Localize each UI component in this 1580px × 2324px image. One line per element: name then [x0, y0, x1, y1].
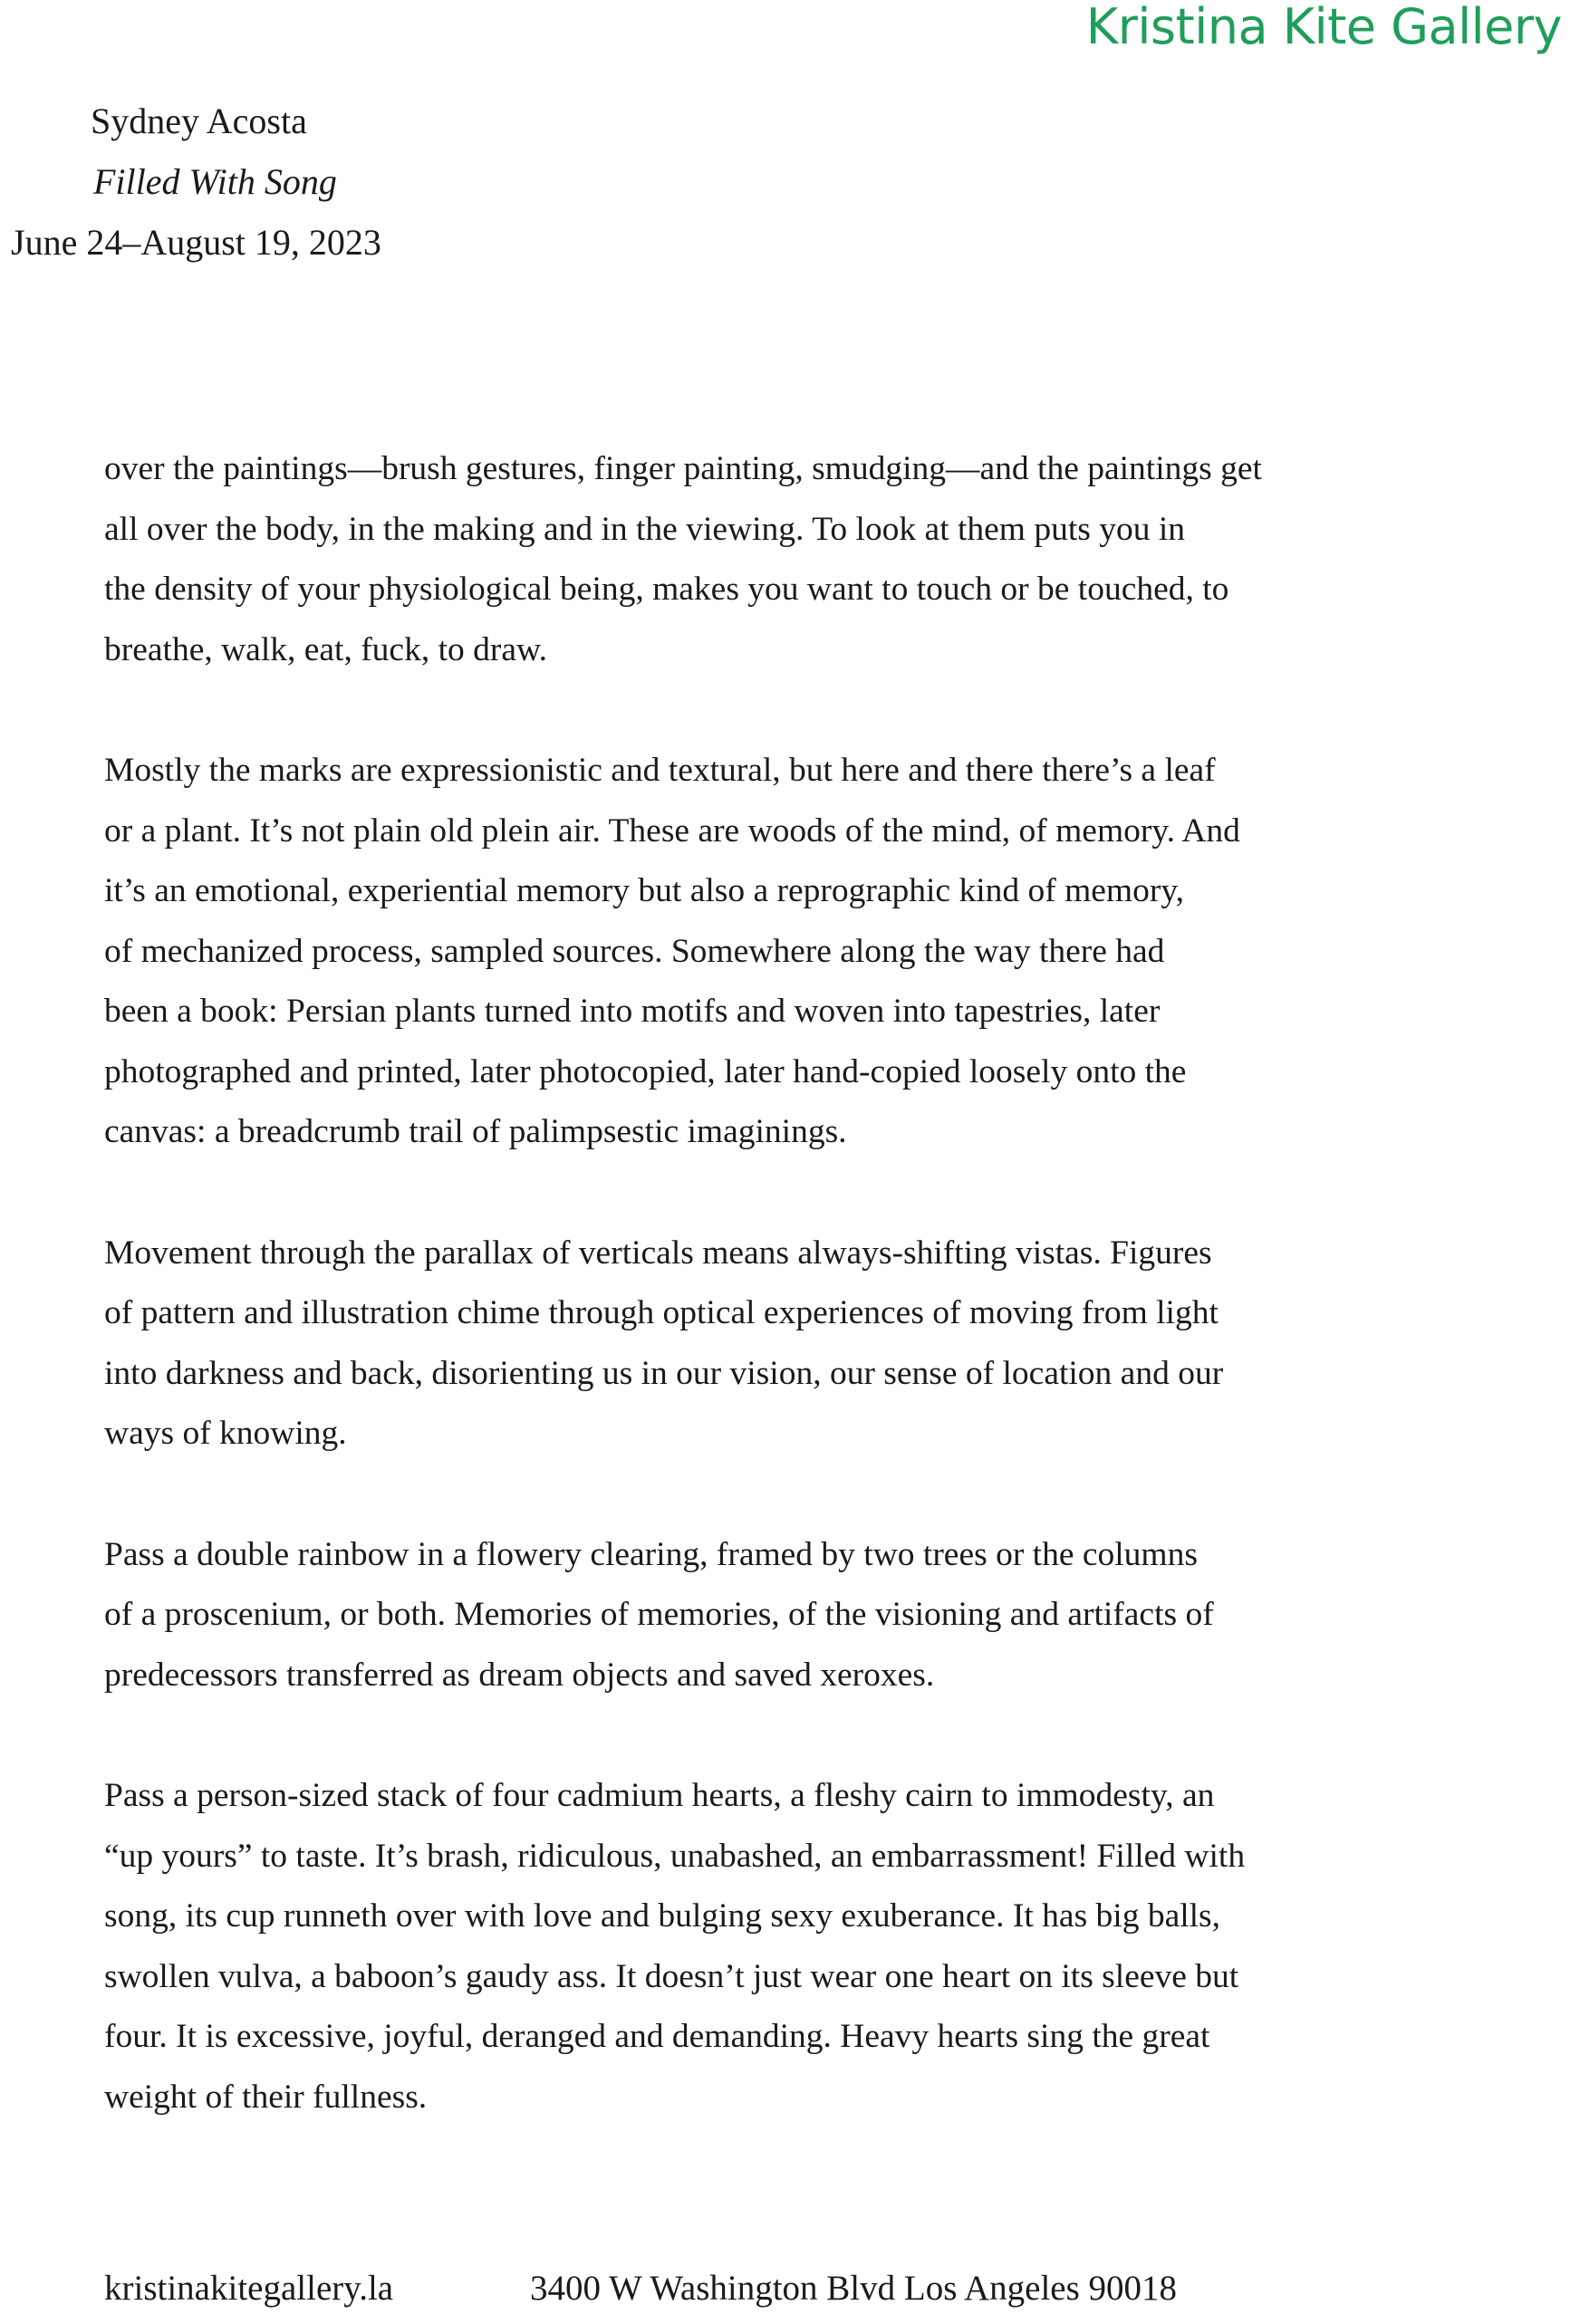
- text-line: “up yours” to taste. It’s brash, ridiculous, unabashed, an embarrassment! Filled with: [104, 1837, 1246, 1875]
- artist-name: Sydney Acosta: [91, 101, 307, 141]
- gallery-logo: Kristina Kite Gallery: [1085, 0, 1562, 55]
- text-line: Movement through the parallax of verticals means always-shifting vistas. Figures: [104, 1234, 1212, 1272]
- text-line: been a book: Persian plants turned into motifs and woven into tapestries, later: [104, 993, 1161, 1030]
- text-line: over the paintings—brush gestures, finger painting, smudging—and the paintings get: [104, 450, 1262, 487]
- paragraph-3: [104, 1224, 1445, 1465]
- text-line: ways of knowing.: [104, 1415, 347, 1452]
- text-line: or a plant. It’s not plain old plein air. These are woods of the mind, of memory. And: [104, 811, 1240, 850]
- text-line: four. It is excessive, joyful, deranged and demanding. Heavy hearts sing the great: [104, 2018, 1210, 2055]
- gallery-address: 3400 W Washington Blvd Los Angeles 90018: [530, 2269, 1178, 2308]
- text-line: predecessors transferred as dream objects and saved xeroxes.: [104, 1656, 935, 1694]
- text-line: Pass a double rainbow in a flowery clearing, framed by two trees or the columns: [104, 1535, 1198, 1573]
- text-line: swollen vulva, a baboon’s gaudy ass. It doesn’t just wear one heart on its sleeve but: [104, 1957, 1239, 1995]
- text-line: photographed and printed, later photocopied, later hand-copied loosely onto the: [104, 1052, 1187, 1090]
- exhibition-dates: June 24–August 19, 2023: [11, 222, 381, 263]
- text-line: Pass a person-sized stack of four cadmium hearts, a fleshy cairn to immodesty, an: [104, 1777, 1215, 1814]
- text-line: it’s an emotional, experiential memory but also a reprographic kind of memory,: [104, 872, 1185, 909]
- text-line: of a proscenium, or both. Memories of memories, of the visioning and artifacts of: [104, 1596, 1214, 1633]
- text-line: all over the body, in the making and in the viewing. To look at them puts you in: [104, 510, 1186, 548]
- paragraph-1: [104, 439, 1445, 680]
- exhibition-title: Filled With Song: [93, 161, 337, 202]
- text-line: into darkness and back, disorienting us in our vision, our sense of location and our: [104, 1354, 1224, 1392]
- text-line: breathe, walk, eat, fuck, to draw.: [104, 630, 548, 668]
- exhibition-header: [0, 91, 544, 273]
- paragraph-5: [104, 1766, 1445, 2127]
- gallery-website-link[interactable]: kristinakitegallery.la: [104, 2269, 394, 2308]
- text-line: weight of their fullness.: [104, 2078, 428, 2116]
- text-line: canvas: a breadcrumb trail of palimpsestic imaginings.: [104, 1113, 847, 1150]
- paragraph-2: [104, 741, 1445, 1163]
- text-line: of pattern and illustration chime through optical experiences of moving from light: [104, 1294, 1219, 1331]
- text-line: song, its cup runneth over with love and bulging sexy exuberance. It has big balls,: [104, 1897, 1221, 1935]
- essay-body: [104, 439, 1445, 2188]
- text-line: Mostly the marks are expressionistic and textural, but here and there there’s a leaf: [104, 752, 1216, 789]
- text-line: the density of your physiological being, makes you want to touch or be touched, to: [104, 571, 1229, 608]
- text-line: of mechanized process, sampled sources. Somewhere along the way there had: [104, 932, 1165, 970]
- paragraph-4: [104, 1525, 1445, 1706]
